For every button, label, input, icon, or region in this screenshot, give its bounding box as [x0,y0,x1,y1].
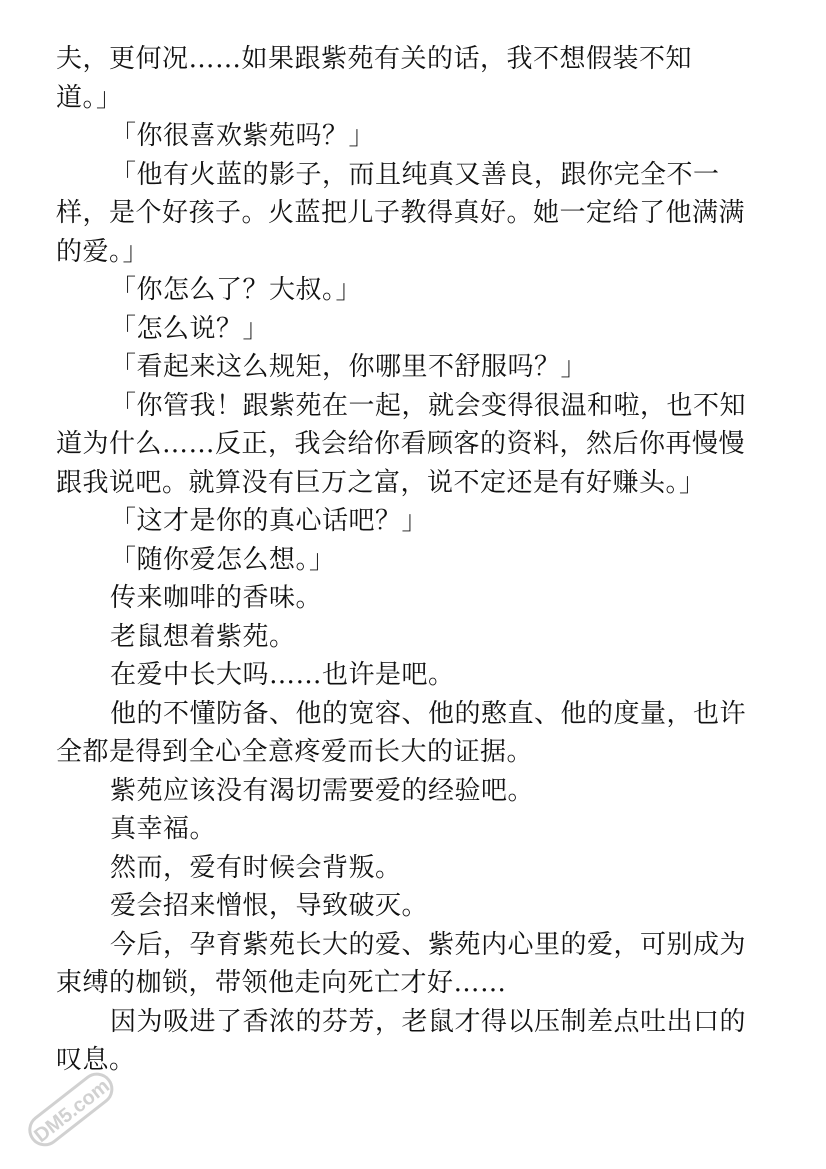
text-line: 的爱。」 [56,236,150,267]
text-line: 夫，更何况……如果跟紫苑有关的话，我不想假装不知 [56,44,693,74]
text-line: 真幸福。 [110,814,217,844]
text-line: 跟我说吧。就算没有巨万之富，说不定还是有好赚头。」 [56,467,706,498]
text-line: 传来咖啡的香味。 [110,583,323,613]
text-line: 他的不懂防备、他的宽容、他的憨直、他的度量，也许 [110,698,747,729]
text-line: 因为吸进了香浓的芬芳，老鼠才得以压制差点吐出口的 [110,1006,747,1037]
text-line: 束缚的枷锁，带领他走向死亡才好…… [56,968,507,998]
text-line: 全都是得到全心全意疼爱而长大的证据。 [56,737,534,767]
text-line: 老鼠想着紫苑。 [110,621,296,652]
text-line: 「你管我！跟紫苑在一起，就会变得很温和啦，也不知 [110,390,747,421]
watermark-icon [14,1062,134,1152]
text-line: 「他有火蓝的影子，而且纯真又善良，跟你完全不一 [110,159,720,190]
text-line: 紫苑应该没有渴切需要爱的经验吧。 [110,775,535,806]
watermark-logo [14,1062,134,1152]
text-line: 「这才是你的真心话吧？」 [110,506,429,536]
text-line: 「你很喜欢紫苑吗？」 [110,121,376,151]
text-line: 然而，爱有时候会背叛。 [110,852,402,883]
text-line: 今后，孕育紫苑长大的爱、紫苑内心里的爱，可别成为 [110,929,747,960]
text-line: 道。」 [56,82,123,113]
text-line: 「看起来这么规矩，你哪里不舒服吗？」 [110,352,588,382]
text-line: 叹息。 [56,1045,136,1075]
text-line: 「怎么说？」 [110,313,270,344]
text-line: 「随你爱怎么想。」 [110,544,336,575]
text-line: 「你怎么了？大叔。」 [110,275,363,305]
text-line: 在爱中长大吗……也许是吧。 [110,660,455,690]
text-line: 爱会招来憎恨，导致破灭。 [110,891,429,921]
page-text [56,40,756,1080]
text-line: 道为什么……反正，我会给你看顾客的资料，然后你再慢慢 [56,429,746,459]
text-line: 样，是个好孩子。火蓝把儿子教得真好。她一定给了他满满 [56,198,746,228]
watermark-label: DM5.com [30,1075,114,1148]
